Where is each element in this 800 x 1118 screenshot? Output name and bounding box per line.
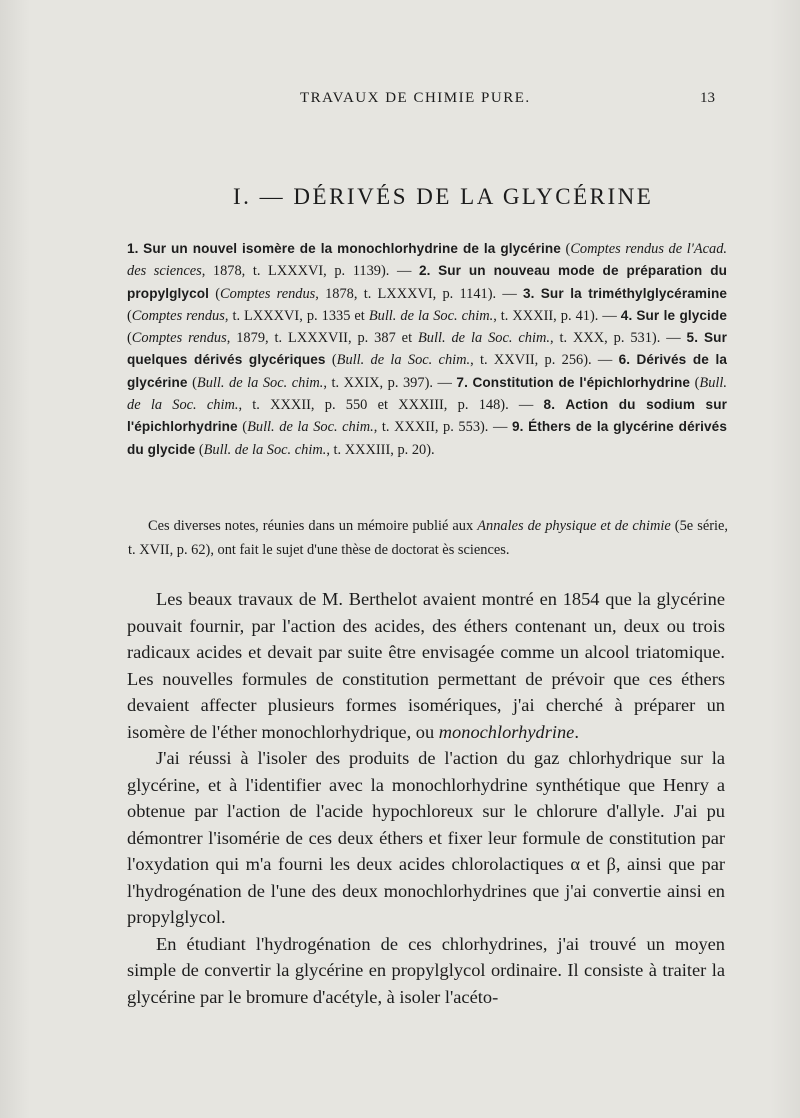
- body-text: [127, 586, 725, 1010]
- paragraph: En étudiant l'hydrogénation de ces chlorhydrines, j'ai trouvé un moyen simple de convertir la glycérine en propylglycol ordinaire. Il consiste à traiter la glycérine par le bromure d'acétyle, à isoler l'acéto-: [127, 933, 725, 1007]
- publication-entry: 8. Action du sodium sur l'épichlorhydrine (Bull. de la Soc. chim., t. XXXII, p. 553). —: [127, 397, 727, 436]
- publication-number: 9.: [511, 419, 524, 435]
- publication-source: Bull. de la Soc. chim.: [196, 374, 324, 391]
- publication-entry: 5. Sur quelques dérivés glycériques (Bull. de la Soc. chim., t. XXVII, p. 256). —: [127, 330, 727, 369]
- publication-entry: 2. Sur un nouveau mode de préparation du propylglycol (Comptes rendus, 1878, t. LXXXVI, p. 1141). —: [127, 263, 728, 302]
- publication-number: 5.: [686, 330, 699, 346]
- publication-source: Bull. de la Soc. chim.: [417, 330, 550, 347]
- publication-title: Sur quelques dérivés glycériques: [127, 330, 727, 368]
- publication-entry: 6. Dérivés de la glycérine (Bull. de la Soc. chim., t. XXIX, p. 397). —: [127, 352, 727, 391]
- publication-entry: 3. Sur la triméthylglycéramine (Comptes rendus, t. LXXXVI, p. 1335 et Bull. de la Soc. chim., t. XXXII, p. 41). —: [127, 285, 728, 324]
- publication-source: Bull. de la Soc. chim.: [368, 307, 494, 324]
- publication-title: Éthers de la glycérine dérivés du glycide: [127, 419, 727, 457]
- publication-number: 3.: [522, 285, 535, 301]
- italic-term: monochlorhydrine: [438, 721, 575, 742]
- journal-title: Annales de physique et de chimie: [477, 518, 671, 534]
- publication-title: Sur un nouvel isomère de la monochlorhydrine de la glycérine: [143, 241, 561, 256]
- publication-number: 4.: [620, 307, 633, 323]
- publication-source: Bull. de la Soc. chim.: [336, 352, 471, 369]
- publication-source: Bull. de la Soc. chim.: [247, 419, 374, 436]
- publication-title: Action du sodium sur l'épichlorhydrine: [127, 397, 727, 435]
- publication-entry: 9. Éthers de la glycérine dérivés du glycide (Bull. de la Soc. chim., t. XXXIII, p. 20).: [127, 419, 727, 458]
- publication-title: Sur la triméthylglycéramine: [540, 285, 728, 301]
- section-title: I. — DÉRIVÉS DE LA GLYCÉRINE: [233, 184, 654, 209]
- running-head: TRAVAUX DE CHIMIE PURE.: [300, 90, 531, 106]
- publication-number: 8.: [543, 397, 556, 413]
- publication-list: [127, 238, 727, 461]
- publication-source: Comptes rendus de l'Acad. des sciences: [127, 241, 727, 280]
- publication-source: Bull. de la Soc. chim.: [127, 374, 727, 414]
- publication-title: Dérivés de la glycérine: [127, 352, 727, 390]
- publication-title: Sur le glycide: [636, 307, 727, 323]
- publication-number: 7.: [456, 374, 468, 390]
- publication-number: 2.: [418, 263, 431, 279]
- publication-title: Constitution de l'épichlorhydrine: [472, 374, 691, 390]
- publication-number: 1.: [127, 241, 139, 256]
- publication-entry: 7. Constitution de l'épichlorhydrine (Bull. de la Soc. chim., t. XXXII, p. 550 et XXXIII, p. 148). —: [127, 374, 727, 414]
- publication-source: Comptes rendus: [131, 307, 225, 324]
- publication-source: Bull. de la Soc. chim.: [203, 441, 327, 458]
- page-number: 13: [700, 90, 715, 106]
- thesis-note: Ces diverses notes, réunies dans un mémoire publié aux Annales de physique et de chimie (5e série, t. XVII, p. 62), ont fait le sujet d'une thèse de doctorat ès sciences.: [128, 518, 728, 558]
- publication-source: Comptes rendus: [131, 330, 227, 347]
- publication-source: Comptes rendus: [220, 285, 316, 302]
- publication-entry: 1. Sur un nouvel isomère de la monochlorhydrine de la glycérine (Comptes rendus de l'Acad. des sciences, 1878, t. LXXXVI, p. 1139). —: [127, 241, 727, 280]
- publication-title: Sur un nouveau mode de préparation du propylglycol: [127, 263, 728, 301]
- publication-entry: 4. Sur le glycide (Comptes rendus, 1879, t. LXXXVII, p. 387 et Bull. de la Soc. chim., t. XXX, p. 531). —: [127, 307, 727, 347]
- paragraph: J'ai réussi à l'isoler des produits de l'action du gaz chlorhydrique sur la glycérine, et à l'identifier avec la monochlorhydrine synthétique que Henry a obtenue par l'action de l'acide hypochloreux sur le chlorure d'allyle. J'ai pu démontrer l'isomérie de ces deux éthers et fixer leur formule de constitution par l'oxydation qui m'a fourni les deux acides chlorolactiques α et β, ainsi que par l'hydrogénation de l'une des deux monochlorhydrines que j'ai convertie ainsi en propylglycol.: [127, 748, 725, 927]
- paragraph: Les beaux travaux de M. Berthelot avaient montré en 1854 que la glycérine pouvait fournir, par l'action des acides, des éthers contenant un, deux ou trois radicaux acides et devait par suite être envisagée comme un alcool triatomique. Les nouvelles formules de constitution permettant de prévoir que ces éthers devaient affecter plusieurs formes isomériques, j'ai cherché à préparer un isomère de l'éther monochlorhydrique, ou monochlorhydrine.: [127, 589, 725, 742]
- publication-number: 6.: [618, 352, 631, 368]
